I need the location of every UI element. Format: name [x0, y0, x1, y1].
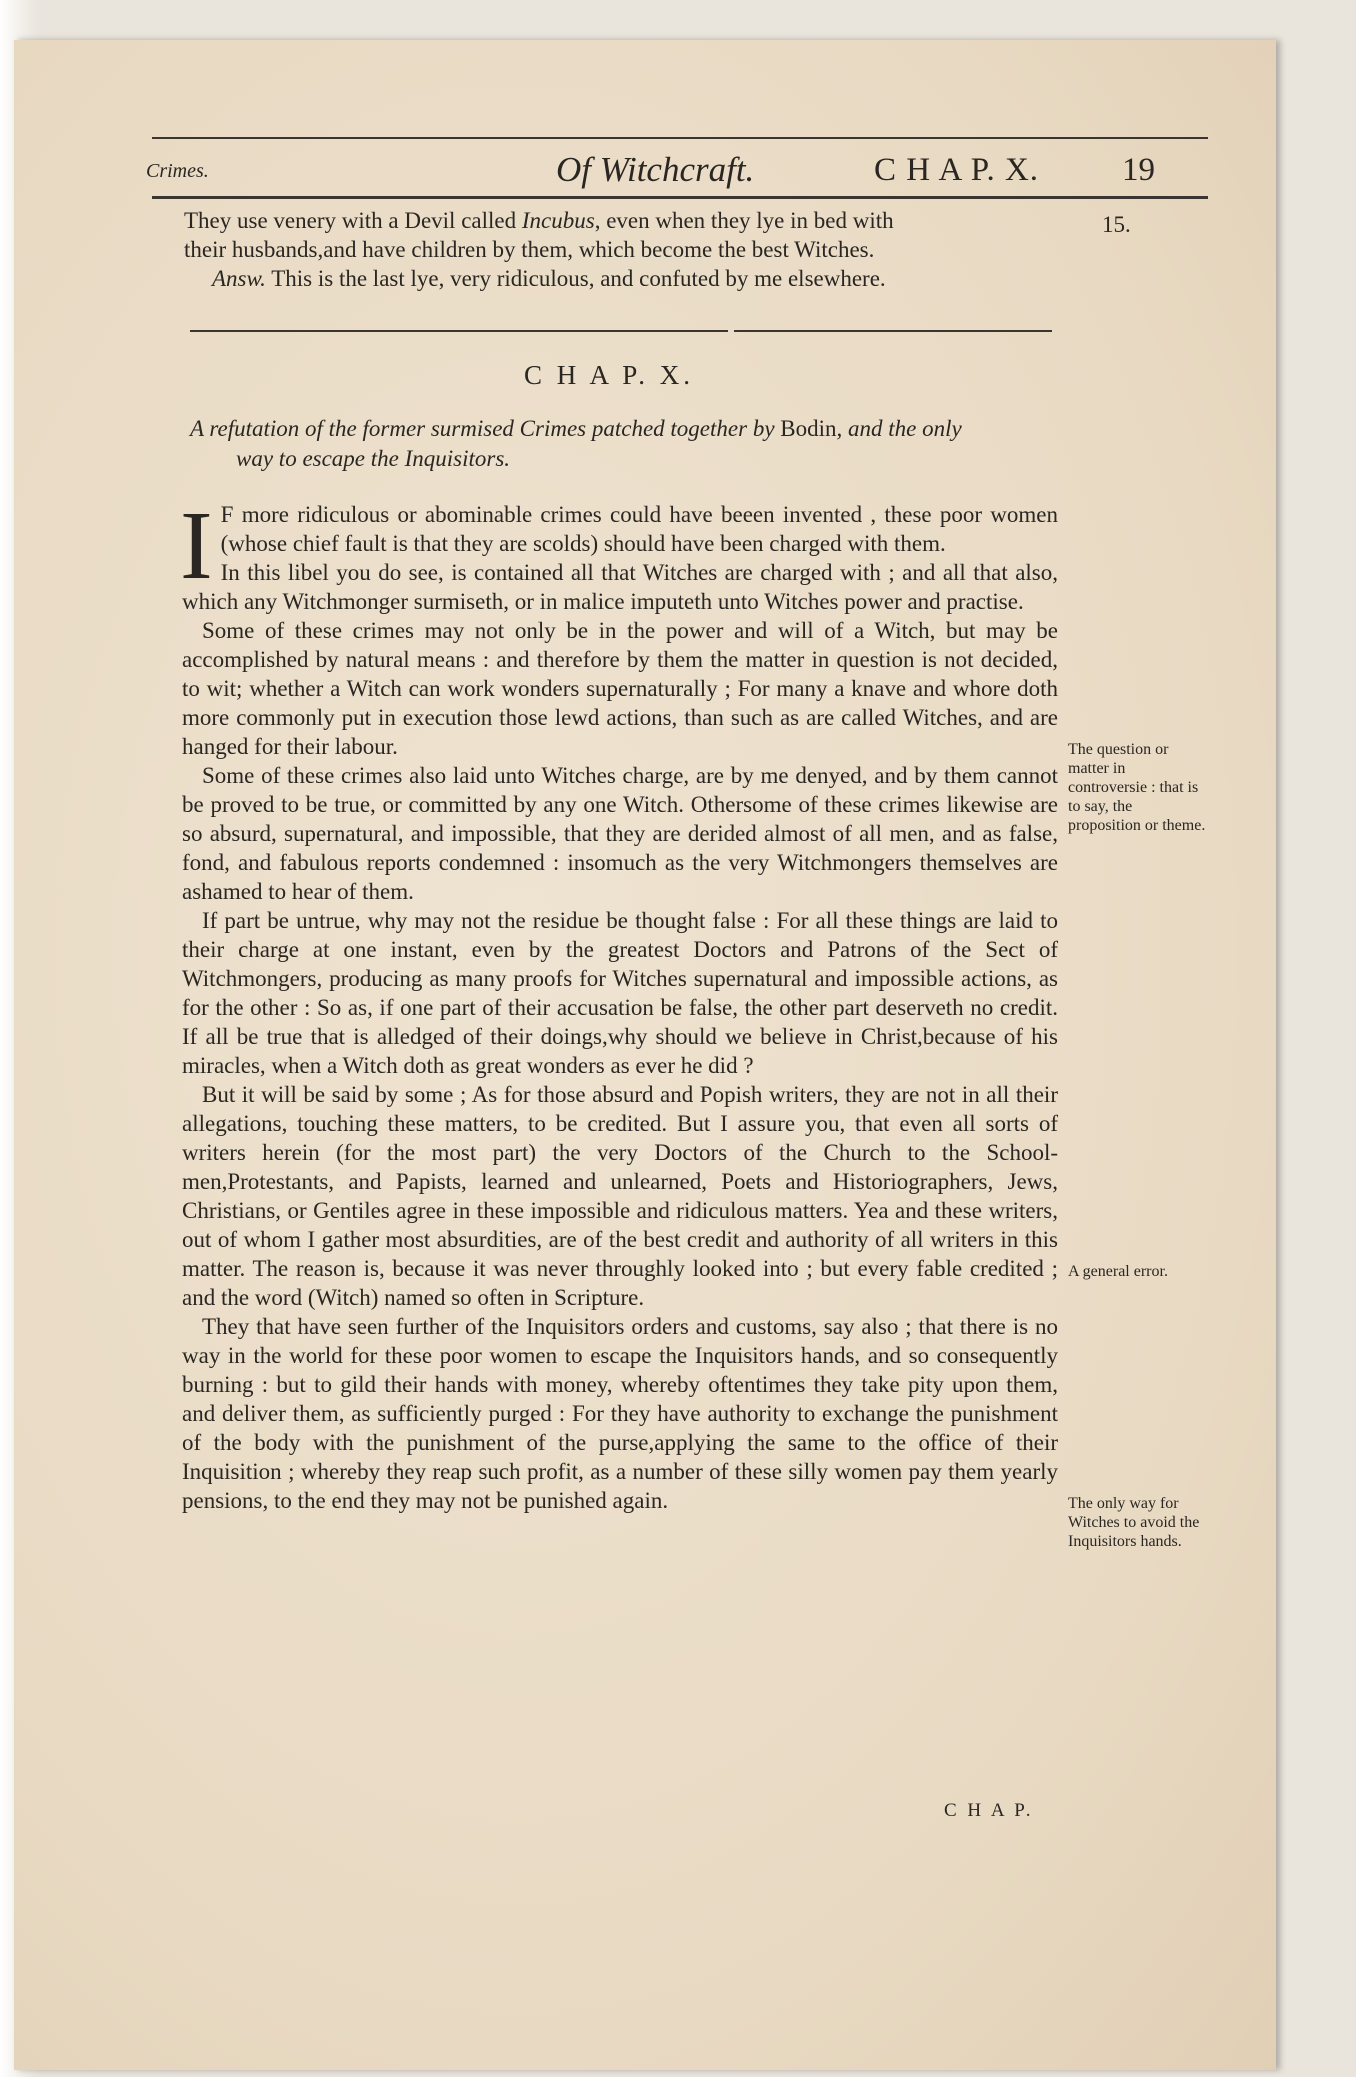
paragraph-3: Some of these crimes may not only be in the power and will of a Witch, but may be accomplished by natural means : and therefore by them the matter in question is not decided, to wit; whether a Witch can work wonders supernaturally ; For many a knave and whore doth more commonly put in execution those lewd actions, than such as are called Witches, and are hanged for their labour.: [182, 618, 1058, 759]
paragraph-5: If part be untrue, why may not the residue be thought false : For all these things are laid to their charge at one instant, even by the greatest Doctors and Patrons of the Sect of Witchmongers, producing as many proofs for Witches supernatural and impossible actions, as for the other : So as, if one part of their accusation be false, the other part deserveth no credit. If all be true that is alledged of their doings,why should we believe in Christ,because of his miracles, when a Witch doth as great wonders as ever he did ?: [182, 908, 1058, 1078]
margin-note-error: A general error.: [1068, 1263, 1168, 1280]
chapter-heading: C H A P. X.: [524, 360, 695, 390]
header-rule-top: [152, 137, 1208, 139]
section-divider-right: [734, 330, 1052, 332]
drop-cap: I: [180, 492, 213, 600]
top-item-answer: Answ. This is the last lye, very ridiculous, and confuted by me elsewhere.: [212, 266, 886, 291]
catchword: C H A P.: [944, 1800, 1034, 1821]
chapter-subtitle-line1: A refutation of the former surmised Crimes patched together by Bodin, and the only: [190, 416, 962, 441]
top-item-line1: They use venery with a Devil called Incubus, even when they lye in bed with: [184, 208, 894, 233]
margin-note-escape: The only way for Witches to avoid the Inquisitors hands.: [1068, 1495, 1200, 1550]
page-number: 19: [1122, 152, 1155, 188]
top-item-number: 15.: [1102, 212, 1131, 237]
top-item: [184, 206, 1064, 235]
header-rule-bottom: [152, 196, 1208, 199]
paragraph-6: But it will be said by some ; As for those absurd and Popish writers, they are not in all their allegations, touching these matters, to be credited. But I assure you, that even all sorts of writers herein (for the most part) the very Doctors of the Church to the School-men,Protestants, and Papists, learned and unlearned, Poets and Historiographers, Jews, Christians, or Gentiles agree in these impossible and ridiculous matters. Yea and these writers, out of whom I gather most absurdities, are of the best credit and authority of all writers in this matter. The reason is, because it was never throughly looked into ; but every fable credited ; and the word (Witch) named so often in Scripture.: [182, 1082, 1058, 1310]
paragraph-2: In this libel you do see, is contained all that Witches are charged with ; and all that also, which any Witchmonger surmiseth, or in malice imputeth unto Witches power and practise.: [182, 560, 1058, 614]
paragraph-1: I F more ridiculous or abominable crimes could have beeen invented , these poor women (whose chief fault is that they are scolds) should have been charged with them.: [180, 492, 1058, 600]
chapter-subtitle-line2: way to escape the Inquisitors.: [236, 446, 511, 471]
top-item-line2: their husbands,and have children by them, which become the best Witches.: [184, 237, 875, 262]
running-title: Of Witchcraft.: [556, 150, 755, 189]
running-head-left: Crimes.: [146, 160, 209, 182]
body-text: [180, 492, 1058, 1515]
margin-note-question: The question or matter in controversie : that is to say, the proposition or theme.: [1068, 741, 1206, 834]
running-chapter: C H A P. X.: [874, 152, 1040, 188]
section-divider-left: [190, 330, 728, 332]
paragraph-4: Some of these crimes also laid unto Witches charge, are by me denyed, and by them cannot be proved to be true, or committed by any one Witch. Othersome of these crimes likewise are so absurd, supernatural, and impossible, that they are derided almost of all men, and as false, fond, and fabulous reports condemned : insomuch as the very Witchmongers themselves are ashamed to hear of them.: [182, 763, 1058, 904]
paragraph-7: They that have seen further of the Inquisitors orders and customs, say also ; that there is no way in the world for these poor women to escape the Inquisitors hands, and so consequently burning : but to gild their hands with money, whereby oftentimes they take pity upon them, and deliver them, as sufficiently purged : For they have authority to exchange the punishment of the body with the punishment of the purse,applying the same to the office of their Inquisition ; whereby they reap such profit, as a number of these silly women pay them yearly pensions, to the end they may not be punished again.: [182, 1314, 1058, 1513]
